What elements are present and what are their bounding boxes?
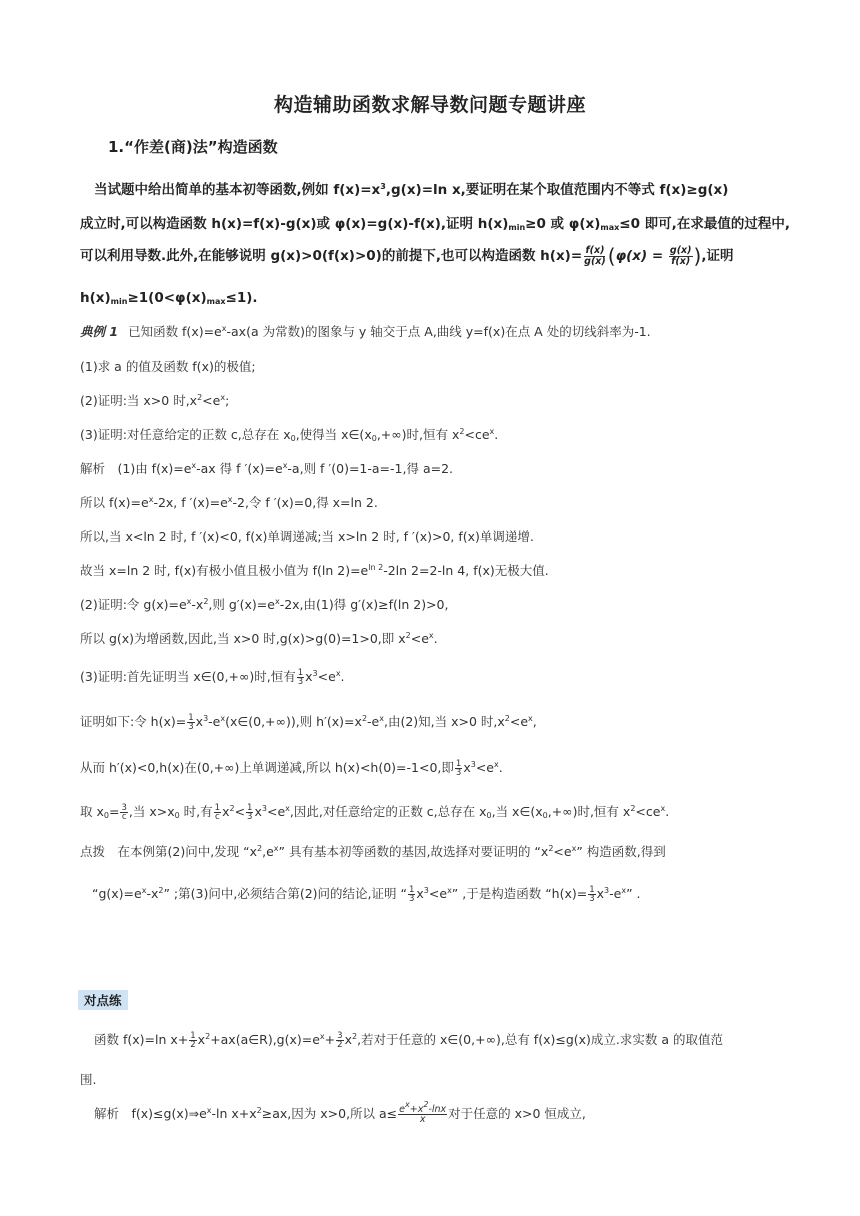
question-2: (2)证明:当 x>0 时$,x^2<e^x$; [80, 393, 230, 408]
question-1: (1)求 a 的值及函数 f(x)的极值; [80, 359, 256, 374]
solution-line-5: (2)证明:令 $g(x)=e^x-x^2$,则 $g'(x)=e^x-2x$,由(1)得 g′(x)≥f(ln 2)>0, [80, 597, 449, 612]
solution-line-3: 所以,当 x<ln 2 时, f ′(x)<0, f(x)单调递减;当 x>ln 2 时, f ′(x)>0, f(x)单调递增. [80, 529, 534, 544]
practice-tag: 对点练 [78, 990, 128, 1010]
intro-line-4: $h(x)_{min}\ge 1(0<\varphi(x)_{max}\le 1)$. [80, 290, 258, 306]
intro-line-2: 成立时,可以构造函数 h(x)=f(x)-g(x)或 φ(x)=g(x)-f(x),证明 $h(x)_{min}\ge 0$ 或 $\varphi(x)_{max}\le 0$ 即可,在求最值的过程中, [80, 216, 790, 232]
tip-line-2: “$g(x)=e^x-x^2$” ;第(3)问中,必须结合第(2)问的结论,证明 “ $\frac{1}{3}$ $x^3<e^x$” ,于是构造函数 “h(x)= $\frac{1}{3}$ $x^3-e^x$” . [92, 884, 641, 904]
solution-line-9: 从而 h′(x)<0,h(x)在(0,+∞)上单调递减,所以 h(x)<h(0)=-1<0,即 $\frac{1}{3}$ $x^3<e^x$. [80, 758, 503, 778]
solution-line-2: 所以 $f(x)=e^x-2x$, f $'(x)=e^x-2$,令 f ′(x)=0,得 x=ln 2. [80, 495, 378, 510]
practice-line-2: 围. [80, 1072, 97, 1087]
solution-line-7: (3)证明:首先证明当 x∈(0,+∞)时,恒有 $\frac{1}{3}$ $x^3<e^x$. [80, 667, 345, 687]
practice-line-1: 函数 f(x)=ln x+ $\frac{1}{2}$ $x^2+ax(a\in R),g(x)=e^x+$ $\frac{3}{2}$ $x^2$,若对于任意的 x∈(0,+∞),总有 f(x)≤g(x)成立.求实数 a 的取值范 [94, 1030, 723, 1050]
solution-line-6: 所以 g(x)为增函数,因此,当 x>0 时,g(x)>g(0)=1>0,即 $x^2<e^x$. [80, 631, 438, 646]
question-3: (3)证明:对任意给定的正数 c,总存在 $x_0$,使得当 $x\in(x_0,+\infty)$时,恒有 $x^2<ce^x$. [80, 427, 499, 443]
intro-line-3: 可以利用导数.此外,在能够说明 g(x)>0(f(x)>0)的前提下,也可以构造函数 h(x)= $\frac{f(x)}{g(x)}$ (φ(x) = $\frac{g(x)}{f(x)}$ ),证明 [80, 244, 734, 268]
solution-line-10: 取 $x_0=$ $\frac{3}{c}$ ,当 $x>x_0$ 时,有 $\frac{1}{c}$ $x^2<$ $\frac{1}{3}$ $x^3<e^x$,因此,对任意给定的正数 c,总存在 $x_0$,当 $x\in(x_0,+\infty)$时,恒有 $x^2<ce^x$. [80, 802, 670, 822]
solution-line-8: 证明如下:令 h(x)= $\frac{1}{3}$ $x^3-e^x(x\in(0,+\infty))$,则 $h'(x)=x^2-e^x$,由(2)知,当 x>0 时$,x^2<e^x$, [80, 712, 537, 732]
solution-line-4: 故当 x=ln 2 时, f(x)有极小值且极小值为 f(ln $2)=e^{ln 2}-2\ln$ 2=2-ln 4, f(x)无极大值. [80, 563, 549, 578]
practice-solution: 解析 $f(x)\le g(x)\Rightarrow e^x-\ln$ $x+x^2\ge ax$,因为 x>0,所以 a≤ $\frac{e^x+x^2-\ln x}{x}$ 对于任意的 x>0 恒成立, [94, 1099, 586, 1125]
tip-line-1: 点拨 在本例第(2)问中,发现 “$x^2,e^x$” 具有基本初等函数的基因,故选择对要证明的 “$x^2<e^x$” 构造函数,得到 [80, 844, 666, 859]
example-label: 典例 1 [80, 324, 119, 339]
solution-line-1: 解析 (1)由 $f(x)=e^x-ax$ 得 f $'(x)=e^x-a$,则 f ′(0)=1-a=-1,得 a=2. [80, 461, 453, 476]
section-heading: 1.“作差(商)法”构造函数 [108, 138, 278, 156]
example-stem: 典例 1 已知函数 $f(x)=e^x-ax(a$ 为常数)的图象与 y 轴交于点 A,曲线 y=f(x)在点 A 处的切线斜率为-1. [80, 324, 651, 339]
page-title: 构造辅助函数求解导数问题专题讲座 [273, 94, 586, 116]
intro-line-1: 当试题中给出简单的基本初等函数,例如 $f(x)=x^3,g(x)=\ln$ x,要证明在某个取值范围内不等式 f(x)≥g(x) [94, 182, 729, 198]
